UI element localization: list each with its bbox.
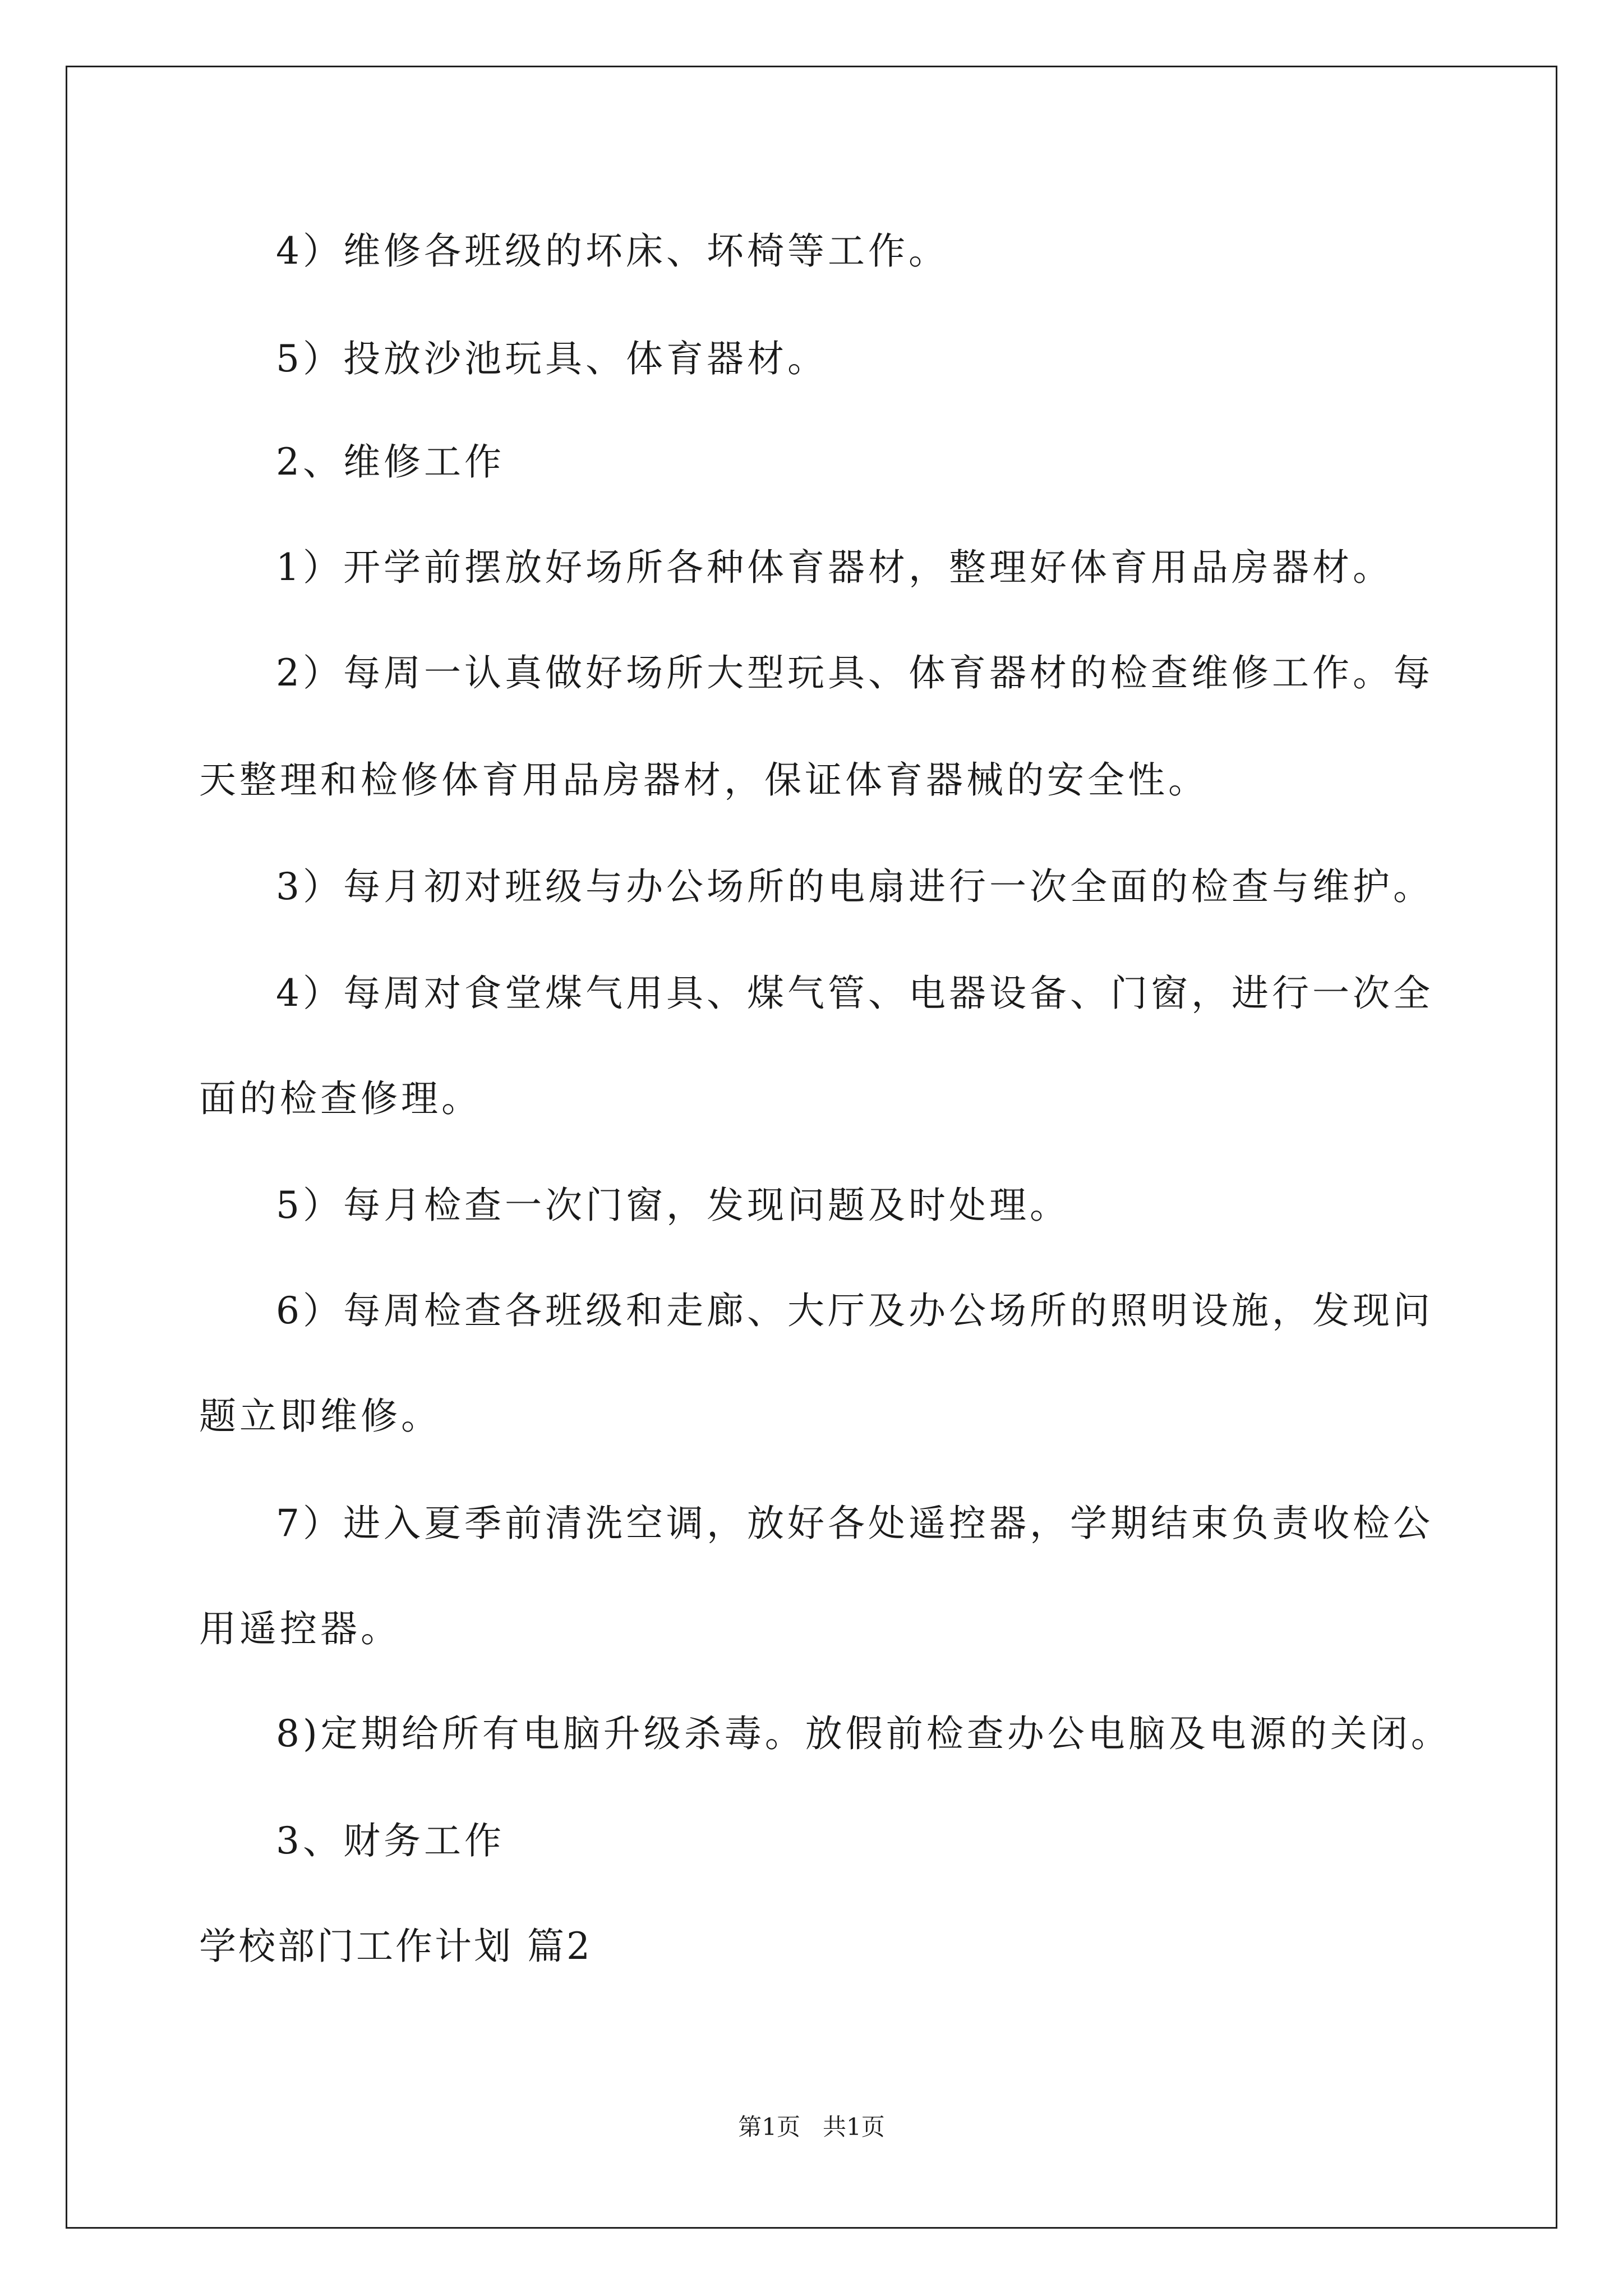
paragraph-line: 天整理和检修体育用品房器材，保证体育器械的安全性。 [199,758,1209,802]
paragraph-line: 题立即维修。 [199,1395,441,1438]
paragraph-line: 面的检查修理。 [199,1077,482,1120]
page-footer: 第1页 共1页 [738,2113,885,2141]
document-heading: 学校部门工作计划 篇2 [199,1925,592,1968]
paragraph-line: 4）维修各班级的坏床、坏椅等工作。 [276,229,949,273]
section-heading: 2、维修工作 [276,440,505,484]
paragraph-line: 8)定期给所有电脑升级杀毒。放假前检查办公电脑及电源的关闭。 [276,1712,1451,1755]
paragraph-line: 5）投放沙池玩具、体育器材。 [276,337,828,380]
paragraph-line: 1）开学前摆放好场所各种体育器材，整理好体育用品房器材。 [276,546,1393,589]
paragraph-line: 4）每周对食堂煤气用具、煤气管、电器设备、门窗，进行一次全 [276,972,1433,1015]
paragraph-line: 6）每周检查各班级和走廊、大厅及办公场所的照明设施，发现问 [276,1289,1433,1332]
section-heading: 3、财务工作 [276,1819,505,1862]
paragraph-line: 2）每周一认真做好场所大型玩具、体育器材的检查维修工作。每 [276,651,1433,694]
paragraph-line: 7）进入夏季前清洗空调，放好各处遥控器，学期结束负责收检公 [276,1502,1433,1545]
paragraph-line: 3）每月初对班级与办公场所的电扇进行一次全面的检查与维护。 [276,865,1433,908]
paragraph-line: 5）每月检查一次门窗，发现问题及时处理。 [276,1184,1070,1227]
paragraph-line: 用遥控器。 [199,1607,401,1650]
page-border [66,66,1557,2229]
